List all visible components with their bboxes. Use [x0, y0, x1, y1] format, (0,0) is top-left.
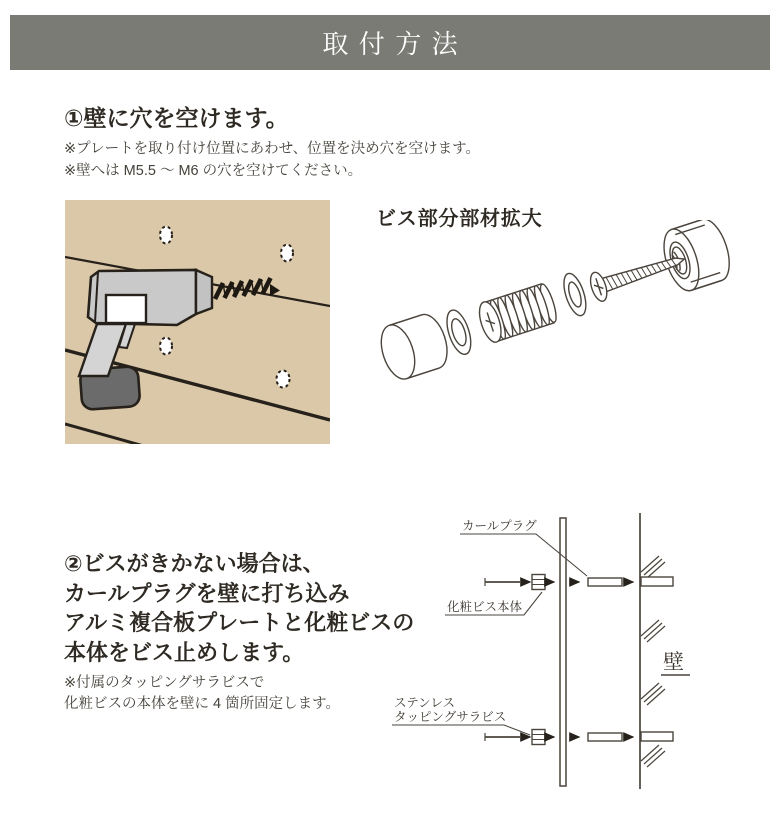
step2-note-2: 化粧ビスの本体を壁に 4 箇所固定します。	[64, 695, 340, 712]
header-bar	[10, 15, 770, 70]
step1-note-1: ※プレートを取り付け位置にあわせ、位置を決め穴を空けます。	[64, 141, 480, 157]
step1-note-2: ※壁へは M5.5 ～ M6 の穴を空けてください。	[64, 163, 363, 179]
end-cap	[375, 310, 453, 383]
label-tapping-line2: タッピングサラビス	[394, 710, 507, 724]
wall-mounting-diagram	[380, 505, 730, 805]
label-screw-body: 化粧ビス本体	[447, 600, 523, 614]
label-wall: 壁	[663, 651, 684, 674]
page-title: 取付方法	[322, 29, 468, 59]
step2-heading	[64, 549, 414, 667]
inserted-plug-rect	[641, 732, 673, 741]
screw-body-block	[532, 575, 545, 590]
inserted-plug-rect	[641, 577, 673, 586]
curl-plug-rect	[588, 578, 622, 586]
wall-drilling-illustration	[65, 200, 330, 444]
bottom-fastening-row	[485, 730, 673, 745]
decorative-screw-body	[475, 282, 559, 345]
screw-body-block	[532, 730, 545, 745]
curl-plug-rect	[588, 733, 622, 741]
step2-heading-line4: 本体をビス止めします。	[64, 639, 305, 665]
step2-note-1: ※付属のタッピングサラビスで	[64, 675, 265, 691]
decorative-nut	[657, 220, 736, 295]
drill-chuck	[196, 270, 212, 314]
screw-parts-exploded-view	[370, 220, 780, 395]
top-fastening-row	[485, 575, 673, 590]
drill-label-plate	[106, 295, 146, 323]
washer	[560, 271, 591, 318]
label-tapping-line1: ステンレス	[394, 696, 455, 710]
step1-heading: ①壁に穴を空けます。	[64, 105, 289, 131]
step2-heading-line2: カールプラグを壁に打ち込み	[64, 580, 350, 606]
step2-heading-line3: アルミ複合板プレートと化粧ビスの	[64, 610, 415, 635]
step2-heading-line1: ②ビスがきかない場合は、	[64, 551, 325, 576]
step2-notes	[64, 673, 340, 714]
exploded-view-title: ビス部分部材拡大	[376, 208, 543, 230]
label-curl-plug: カールプラグ	[462, 519, 537, 533]
